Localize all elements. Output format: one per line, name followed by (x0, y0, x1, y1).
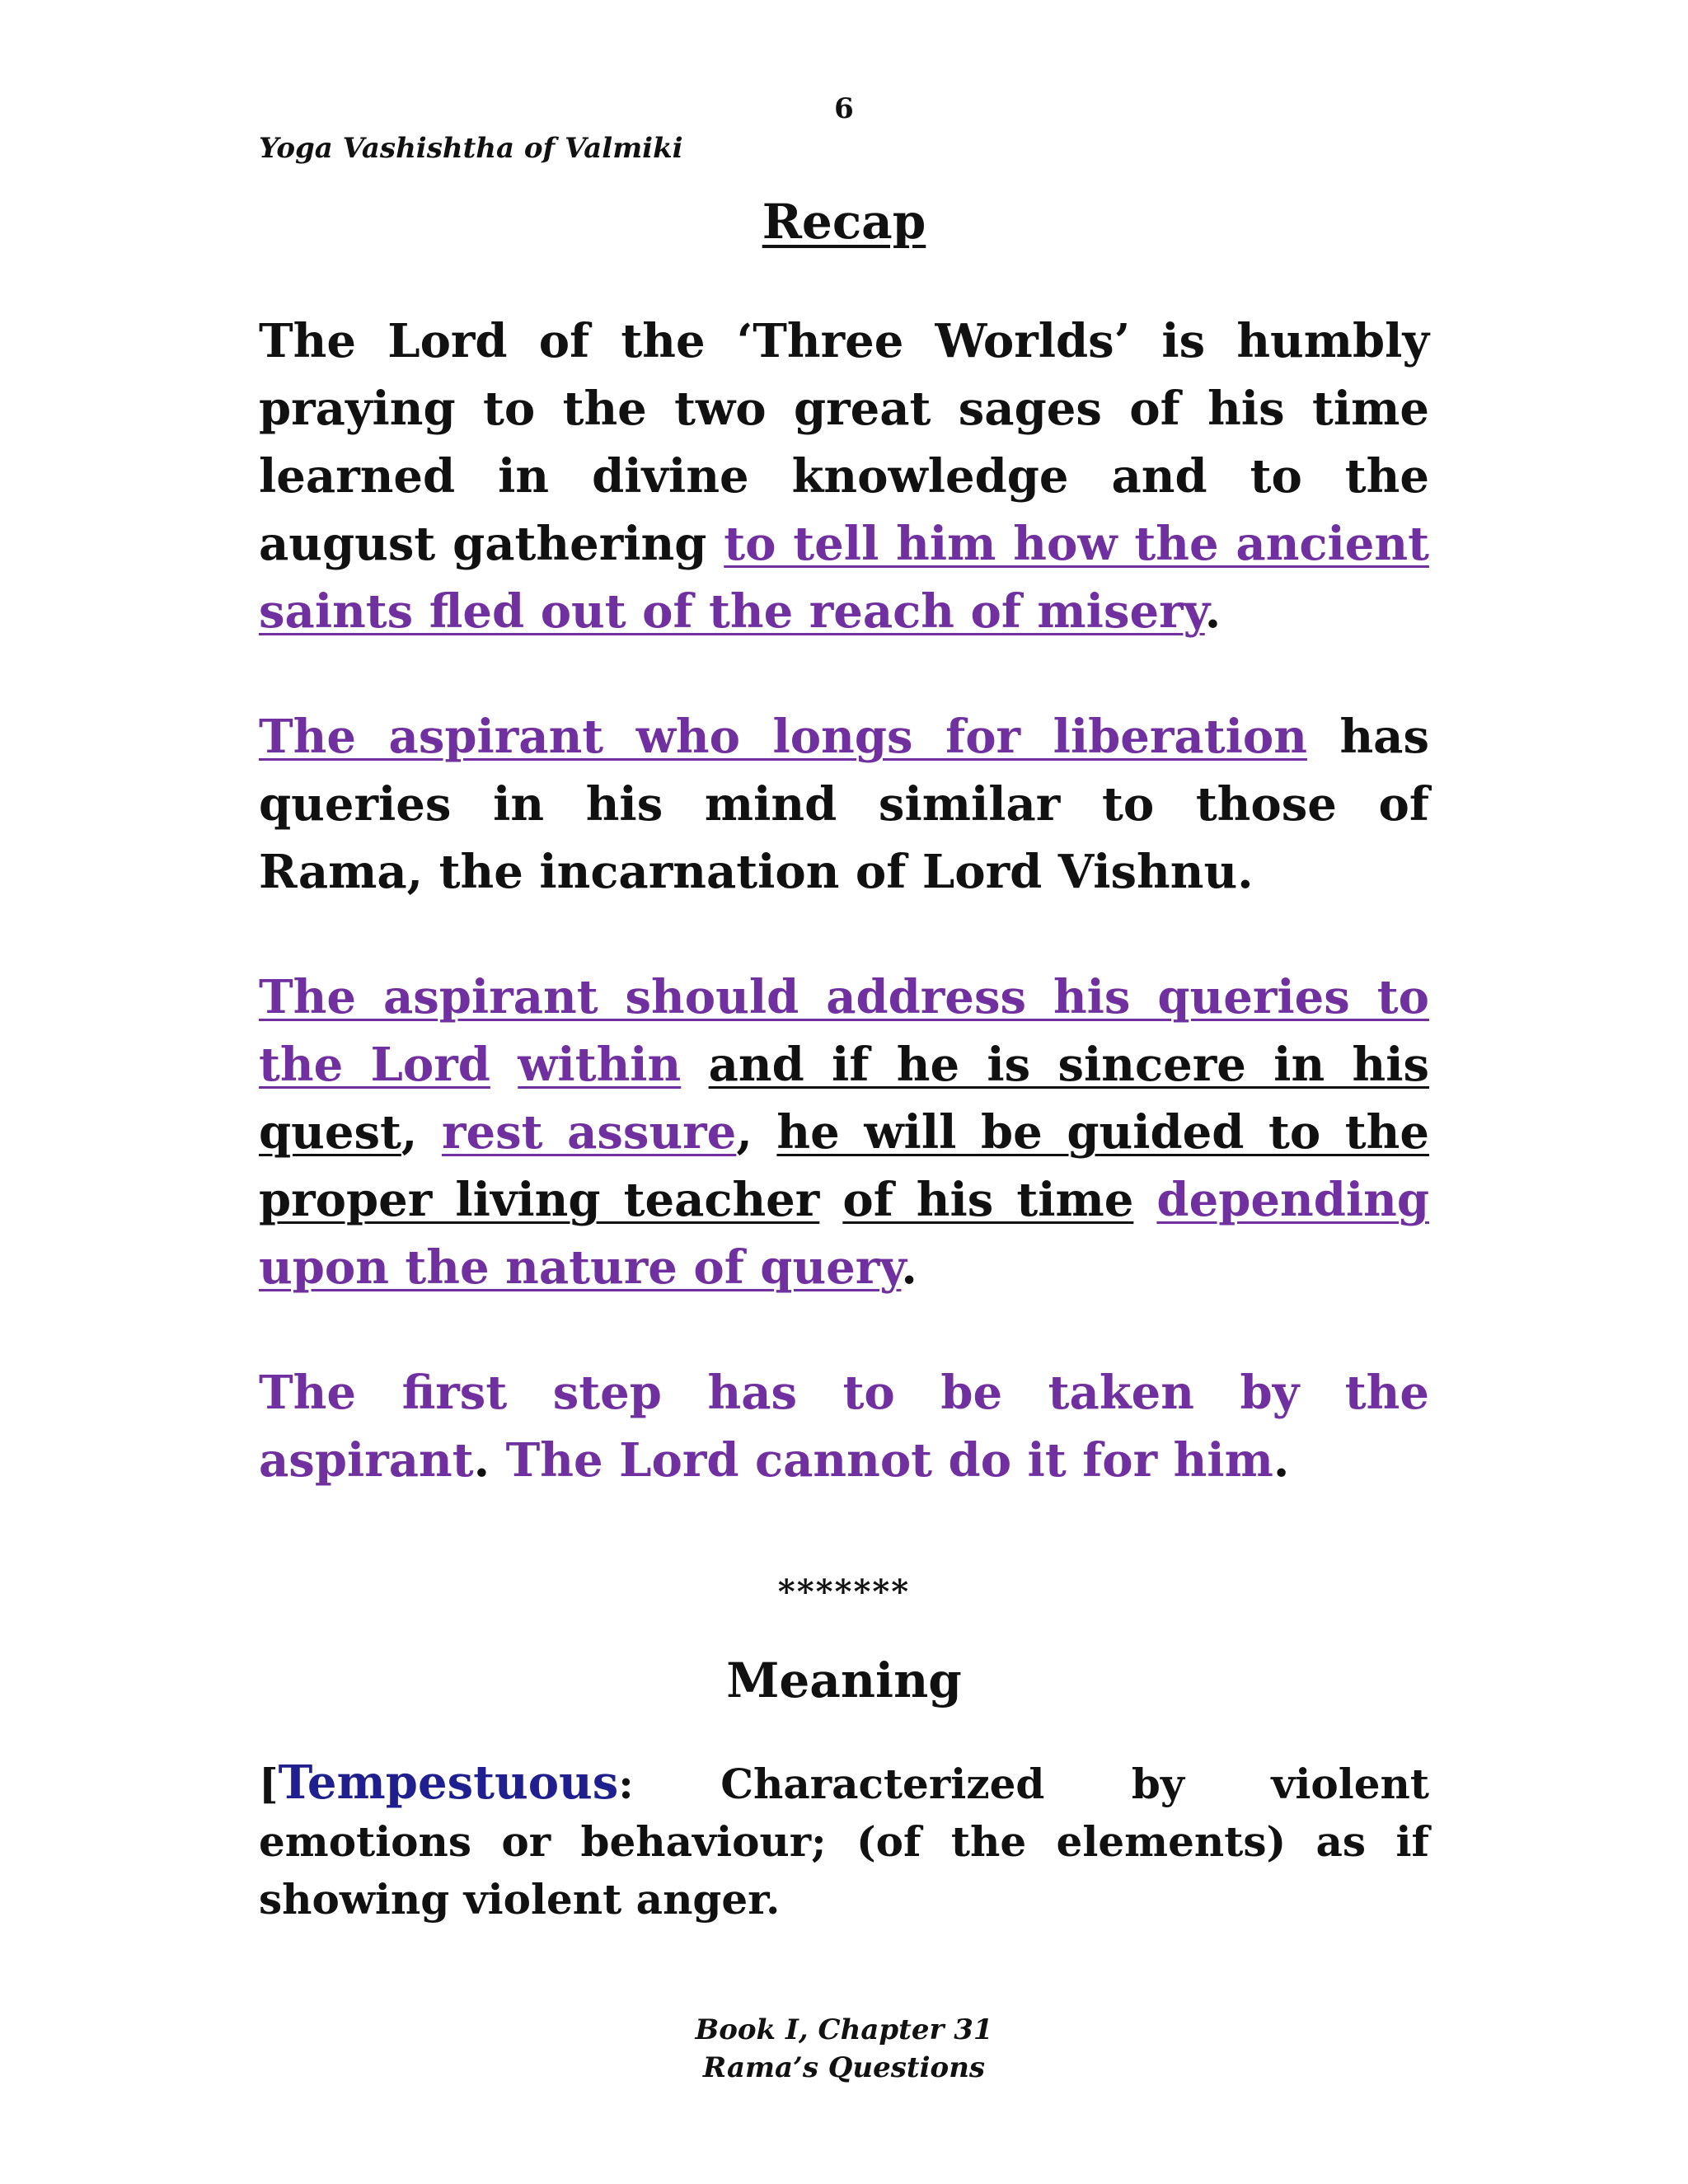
p3-underlined-2: he will be guided to the proper living teacher (259, 1105, 1430, 1227)
p3-comma-1: , (401, 1105, 442, 1160)
p3-highlight-4: depending upon the nature of query (259, 1173, 1429, 1295)
p1-highlight: to tell him how the ancient saints fled out of the reach of misery (259, 517, 1429, 639)
p3-highlight-2: within (518, 1038, 682, 1092)
recap-paragraph-4 (259, 1359, 1429, 1494)
meaning-heading: Meaning (726, 1652, 962, 1708)
recap-paragraph-2 (259, 703, 1429, 906)
p1-text: The Lord of the ‘Three Worlds’ is humbly praying to the two great sages of his time learned in divine knowledge and to the august gathering (259, 314, 1429, 571)
p4-highlight-2: The Lord cannot do it for him (505, 1433, 1273, 1488)
p4-dot-2: . (1273, 1433, 1290, 1488)
definition-term: Tempestuous (278, 1755, 619, 1810)
p3-highlight-3: rest assure (442, 1105, 737, 1160)
p3-underlined-1: and if he is sincere in his quest (259, 1038, 1429, 1160)
open-bracket: [ (259, 1760, 279, 1808)
footer-book-chapter: Book I, Chapter 31 (695, 2013, 993, 2046)
p3-comma-2: , (736, 1105, 777, 1160)
main-content (259, 194, 1429, 1929)
recap-paragraph-1 (259, 307, 1429, 645)
p4-highlight-1: The first step has to be taken by the aspirant (259, 1366, 1429, 1488)
p4-dot-1: . (473, 1433, 490, 1488)
p3-highlight-1: The aspirant should address his queries to the Lord (259, 970, 1429, 1092)
p3-underlined-3: of his time (842, 1173, 1134, 1227)
meaning-definition (259, 1754, 1429, 1929)
recap-paragraph-3 (259, 963, 1429, 1301)
recap-heading: Recap (762, 194, 926, 250)
p2-highlight: The aspirant who longs for liberation (259, 710, 1307, 764)
p1-end: . (1204, 584, 1221, 639)
definition-text: : Characterized by violent emotions or behaviour; (of the elements) as if showing violent anger. (259, 1760, 1429, 1924)
p2-text: has queries in his mind similar to those of Rama, the incarnation of Lord Vishnu. (259, 710, 1429, 899)
running-title: Yoga Vashishtha of Valmiki (259, 132, 683, 165)
section-separator: ******* (777, 1572, 911, 1611)
footer (0, 2011, 1688, 2087)
page-number: 6 (834, 92, 854, 125)
p3-end: . (901, 1240, 917, 1295)
footer-chapter-title: Rama’s Questions (702, 2051, 986, 2084)
